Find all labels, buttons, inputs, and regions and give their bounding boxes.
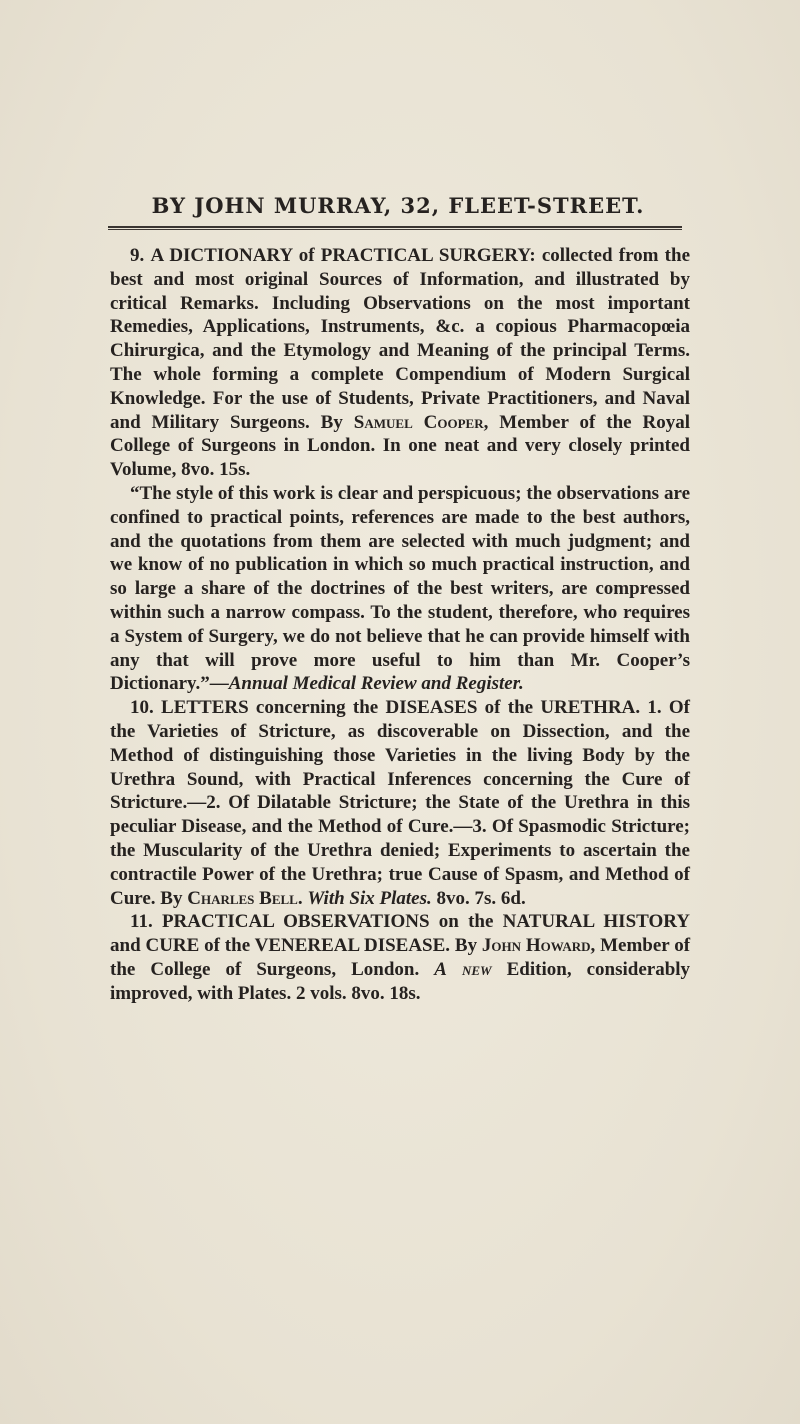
entry-author: Samuel Cooper, [353,411,489,433]
entry-text: 1. Of the Varieties of Stricture, as discoverable on Dissection, and the Method of distinguishing those Varieties in the living Body by the Urethra Sound, with Practical Inferences concerning the Cure of Stricture.—2. Of Dilatable Stricture; the State of the Urethra in this peculiar Disease, and the Method of Cure.—3. Of Spasmodic Stricture; the Muscularity of the Urethra denied; Experiments to ascertain the contractile Power of the Urethra; true Cause of Spasm, and Method of Cure. By [110,697,690,909]
edition-a: A [434,958,447,980]
catalogue-body [110,244,690,1006]
entry-text: By [454,935,478,957]
entry-text-after: Member of the College of Surgeons, London. [110,935,691,980]
edition-new: new [461,958,492,980]
entry-title: LETTERS concerning the DISEASES of the URETHRA. [161,697,641,719]
entry-10 [110,696,690,910]
header-rule [108,226,682,230]
entry-author: John Howard, [481,935,596,957]
entry-price: 8vo. 7s. 6d. [436,887,526,909]
entry-text: collected from the best and most original Sources of Information, and illustrated by critical Remarks. Including Observations on the most important Remedies, Applications, Instruments, &c. a copious Pharmacopœia Chirurgica, and the Etymology and Meaning of the principal Terms. The whole forming a complete Compendium of Modern Surgical Knowledge. For the use of Students, Private Practitioners, and Naval and Military Surgeons. By [110,245,691,433]
entry-plates: With Six Plates. [307,887,432,909]
review-source: Annual Medical Review and Register. [228,673,524,695]
entry-text-after: Member of the Royal College of Surgeons in London. In one neat and very closely printed Volume, 8vo. 15s. [110,411,691,481]
entry-title: PRACTICAL OBSERVATIONS on the NATURAL HISTORY and CURE of the VENEREAL DISEASE. [110,911,691,957]
entry-number: 9. [130,245,145,266]
edition-rest: Edition, considerably improved, with Plates. 2 vols. 8vo. 18s. [110,958,691,1004]
entry-number: 11. [130,911,153,933]
entry-title: A DICTIONARY of PRACTICAL SURGERY: [150,245,536,266]
entry-9-review [110,482,690,696]
entry-9 [110,244,690,482]
entry-number: 10. [130,697,154,719]
entry-author: Charles Bell. [187,887,303,909]
entry-11 [110,910,690,1005]
page-header: BY JOHN MURRAY, 32, FLEET-STREET. [151,193,645,218]
review-quote: “The style of this work is clear and perspicuous; the observations are confined to practical points, references are made to the best authors, and the quotations from them are selected with much judgment; and we know of no publication in which so much practical instruction, and so large a share of the doctrines of the best writers, are compressed within such a narrow compass. To the student, therefore, who requires a System of Surgery, we do not believe that he can provide himself with any that will prove more useful to him than Mr. Cooper’s Dictionary.”— [110,482,690,695]
